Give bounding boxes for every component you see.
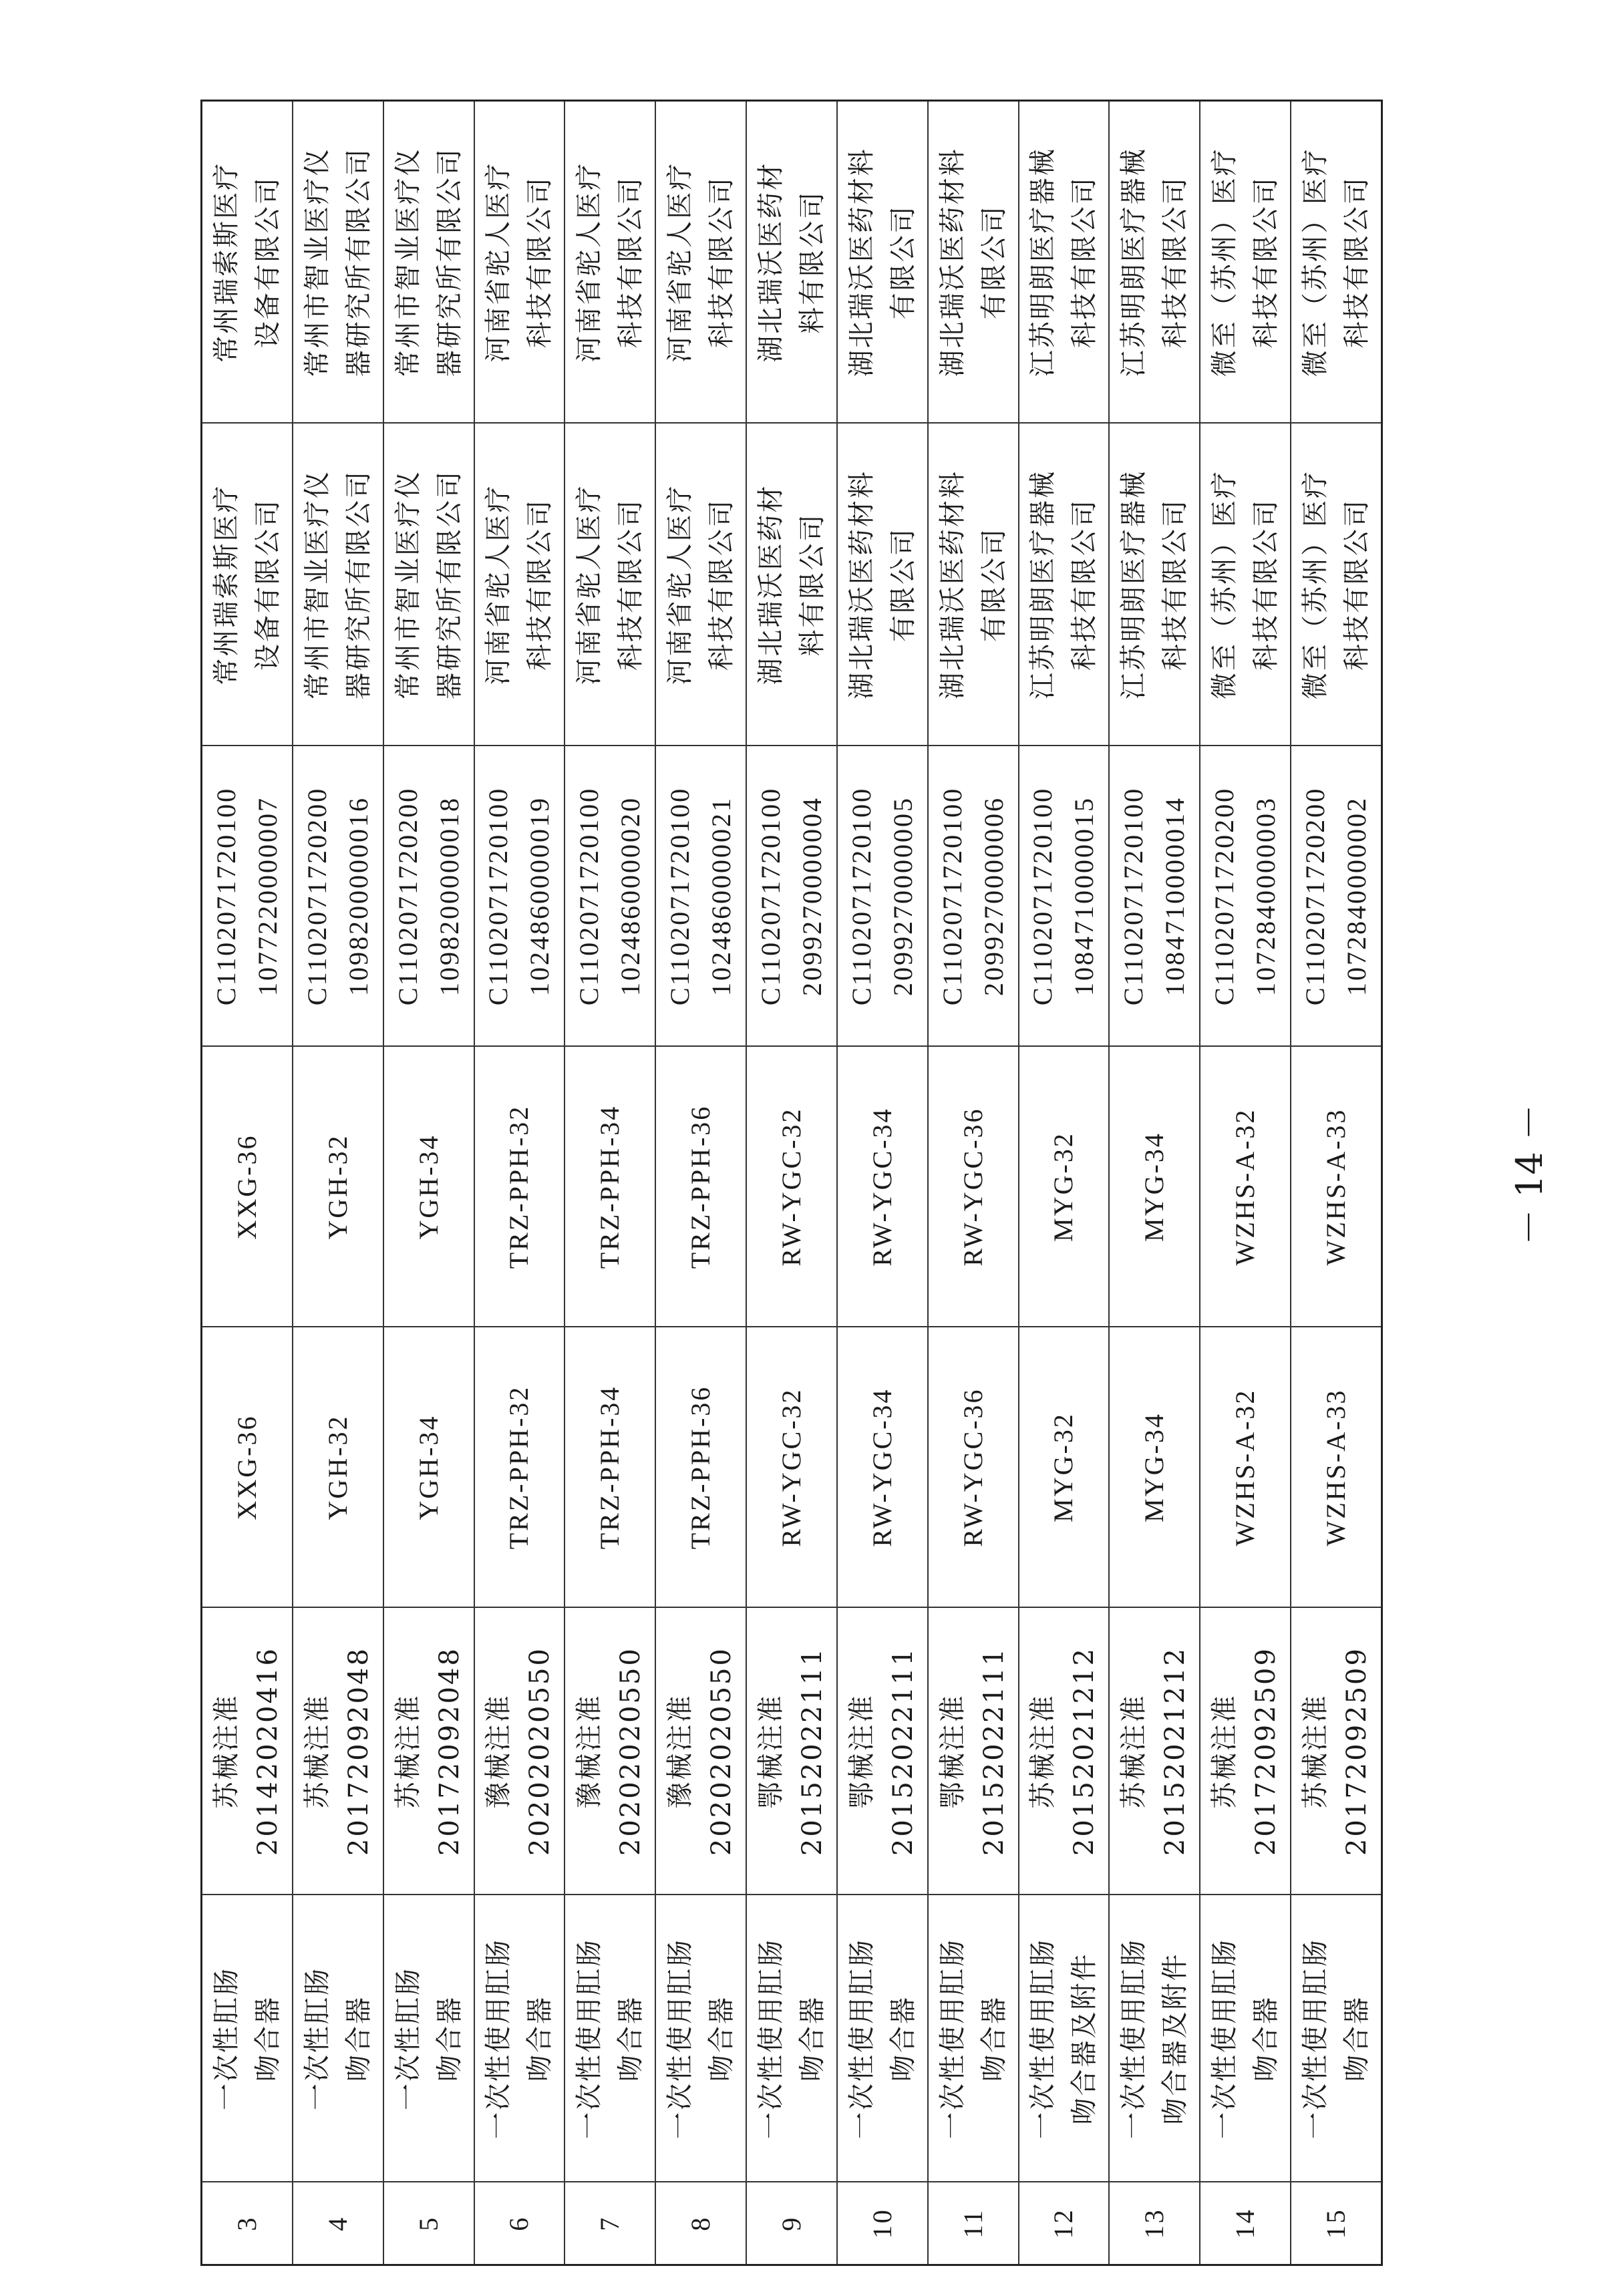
cell-line: 苏械注准: [1299, 1693, 1331, 1809]
cell-line: 器研究所有限公司: [434, 470, 465, 699]
product-name-cell: [1109, 1895, 1200, 2182]
product-name-cell: [383, 1895, 474, 2182]
model-cell: RW-YGC-36: [928, 1327, 1019, 1608]
cell-line: C1102071720100: [574, 786, 605, 1006]
product-code-cell: [474, 746, 565, 1047]
cell-line: 器研究所有限公司: [434, 147, 465, 377]
model-cell: WZHS-A-33: [1291, 1327, 1382, 1608]
cell-line: 一次性使用肛肠: [574, 1938, 605, 2139]
row-number-cell: 9: [746, 2182, 837, 2265]
table-row: [1291, 101, 1382, 2265]
cell-line: 20172092048: [434, 1647, 465, 1856]
cell-line: 苏械注准: [210, 1693, 242, 1809]
specification-cell: YGH-34: [383, 1047, 474, 1327]
product-name-cell: [474, 1895, 565, 2182]
cell-line: C1102071720100: [846, 786, 876, 1006]
cell-line: 吻合器: [524, 1995, 556, 2082]
row-number-cell: 12: [1019, 2182, 1110, 2265]
cell-line: 科技有限公司: [1069, 176, 1100, 349]
cell-line: 吻合器: [434, 1995, 465, 2082]
specification-cell: RW-YGC-34: [837, 1047, 928, 1327]
manufacturer-cell: [655, 101, 746, 424]
cell-line: 吻合器及附件: [1069, 1952, 1100, 2125]
cell-line: 豫械注准: [483, 1693, 514, 1809]
cell-line: 常州瑞索斯医疗: [210, 161, 242, 363]
cell-line: 苏械注准: [392, 1693, 424, 1809]
registration-number-cell: [655, 1608, 746, 1895]
cell-line: 湖北瑞沃医药材料: [937, 470, 968, 699]
cell-line: 河南省驼人医疗: [574, 484, 605, 685]
cell-line: C1102071720100: [483, 786, 514, 1006]
specification-cell: RW-YGC-32: [746, 1047, 837, 1327]
model-cell: TRZ-PPH-36: [655, 1327, 746, 1608]
row-number-cell: 13: [1109, 2182, 1200, 2265]
cell-line: 吻合器: [252, 1995, 283, 2082]
registration-number-cell: [1019, 1608, 1110, 1895]
registrant-cell: [1200, 424, 1291, 746]
cell-line: 河南省驼人医疗: [665, 484, 696, 685]
model-cell: RW-YGC-32: [746, 1327, 837, 1608]
specification-cell: WZHS-A-33: [1291, 1047, 1382, 1327]
cell-line: C1102071720100: [210, 786, 241, 1006]
model-cell: RW-YGC-34: [837, 1327, 928, 1608]
product-name-cell: [1200, 1895, 1291, 2182]
manufacturer-cell: [474, 101, 565, 424]
cell-line: 河南省驼人医疗: [483, 484, 514, 685]
registrant-cell: [293, 424, 383, 746]
registration-number-cell: [1200, 1608, 1291, 1895]
cell-line: 20172092509: [1251, 1647, 1282, 1856]
cell-line: 科技有限公司: [1160, 498, 1191, 671]
cell-line: 常州瑞索斯医疗: [210, 484, 242, 685]
cell-line: 有限公司: [887, 204, 919, 320]
row-number-cell: 5: [383, 2182, 474, 2265]
model-cell: MYG-34: [1109, 1327, 1200, 1608]
specification-cell: TRZ-PPH-34: [565, 1047, 655, 1327]
cell-line: 科技有限公司: [615, 498, 647, 671]
registration-table: [200, 100, 1383, 2266]
cell-line: 1072840000002: [1341, 796, 1372, 996]
cell-line: 吻合器: [343, 1995, 374, 2082]
product-name-cell: [1291, 1895, 1382, 2182]
registration-number-cell: [1109, 1608, 1200, 1895]
cell-line: 苏械注准: [1209, 1693, 1241, 1809]
product-code-cell: [1109, 746, 1200, 1047]
table-row: [1200, 101, 1291, 2265]
manufacturer-cell: [928, 101, 1019, 424]
cell-line: 1072840000003: [1251, 796, 1281, 996]
cell-line: 一次性使用肛肠: [1118, 1938, 1150, 2139]
registration-number-cell: [746, 1608, 837, 1895]
cell-line: 湖北瑞沃医药材: [755, 484, 786, 685]
cell-line: C1102071720200: [392, 786, 423, 1006]
cell-line: 20152021212: [1160, 1647, 1191, 1856]
cell-line: 科技有限公司: [706, 176, 738, 349]
product-code-cell: [565, 746, 655, 1047]
row-number-cell: 15: [1291, 2182, 1382, 2265]
cell-line: 20152021212: [1069, 1647, 1100, 1856]
cell-line: 湖北瑞沃医药材料: [846, 470, 877, 699]
cell-line: 鄂械注准: [846, 1693, 877, 1809]
registrant-cell: [746, 424, 837, 746]
manufacturer-cell: [202, 101, 293, 424]
table-row: [202, 101, 293, 2265]
registrant-cell: [655, 424, 746, 746]
product-code-cell: [293, 746, 383, 1047]
cell-line: 科技有限公司: [1251, 176, 1282, 349]
cell-line: 豫械注准: [574, 1693, 605, 1809]
cell-line: 料有限公司: [796, 512, 828, 657]
cell-line: 微至（苏州）医疗: [1209, 470, 1241, 699]
product-name-cell: [746, 1895, 837, 2182]
product-name-cell: [1019, 1895, 1110, 2182]
cell-line: 1024860000019: [524, 796, 555, 996]
cell-line: 一次性使用肛肠: [1027, 1938, 1059, 2139]
product-code-cell: [837, 746, 928, 1047]
specification-cell: XXG-36: [202, 1047, 293, 1327]
cell-line: 有限公司: [887, 527, 919, 642]
registrant-cell: [1109, 424, 1200, 746]
cell-line: 2099270000005: [887, 796, 918, 996]
cell-line: 1024860000021: [706, 796, 737, 996]
cell-line: 20152022111: [887, 1647, 919, 1856]
row-number-cell: 14: [1200, 2182, 1291, 2265]
cell-line: C1102071720100: [1118, 786, 1149, 1006]
registrant-cell: [1291, 424, 1382, 746]
cell-line: 河南省驼人医疗: [574, 161, 605, 363]
product-name-cell: [202, 1895, 293, 2182]
row-number-cell: 11: [928, 2182, 1019, 2265]
cell-line: 吻合器及附件: [1160, 1952, 1191, 2125]
specification-cell: MYG-34: [1109, 1047, 1200, 1327]
product-code-cell: [383, 746, 474, 1047]
table-body: [202, 101, 1382, 2265]
registrant-cell: [474, 424, 565, 746]
cell-line: 器研究所有限公司: [343, 147, 374, 377]
cell-line: 江苏明朗医疗器械: [1027, 470, 1059, 699]
specification-cell: MYG-32: [1019, 1047, 1110, 1327]
cell-line: 一次性肛肠: [210, 1967, 242, 2110]
registration-number-cell: [474, 1608, 565, 1895]
cell-line: 江苏明朗医疗器械: [1118, 147, 1150, 377]
table-row: [1019, 101, 1110, 2265]
cell-line: 吻合器: [978, 1995, 1009, 2082]
model-cell: YGH-34: [383, 1327, 474, 1608]
table-row: [565, 101, 655, 2265]
cell-line: 苏械注准: [1027, 1693, 1059, 1809]
cell-line: 常州市智业医疗仪: [301, 470, 333, 699]
registration-number-cell: [293, 1608, 383, 1895]
registrant-cell: [383, 424, 474, 746]
specification-cell: RW-YGC-36: [928, 1047, 1019, 1327]
registrant-cell: [1019, 424, 1110, 746]
specification-cell: TRZ-PPH-32: [474, 1047, 565, 1327]
cell-line: 吻合器: [706, 1995, 738, 2082]
manufacturer-cell: [1019, 101, 1110, 424]
cell-line: 20172092048: [343, 1647, 374, 1856]
cell-line: 吻合器: [796, 1995, 828, 2082]
table-row: [1109, 101, 1200, 2265]
cell-line: 20172092509: [1341, 1647, 1372, 1856]
cell-line: 一次性使用肛肠: [483, 1938, 514, 2139]
table-row: [928, 101, 1019, 2265]
row-number-cell: 6: [474, 2182, 565, 2265]
cell-line: 1084710000015: [1069, 796, 1100, 996]
cell-line: 1084710000014: [1160, 796, 1190, 996]
cell-line: C1102071720200: [1209, 786, 1240, 1006]
table-row: [655, 101, 746, 2265]
cell-line: 江苏明朗医疗器械: [1027, 147, 1059, 377]
manufacturer-cell: [837, 101, 928, 424]
model-cell: WZHS-A-32: [1200, 1327, 1291, 1608]
cell-line: 器研究所有限公司: [343, 470, 374, 699]
registrant-cell: [837, 424, 928, 746]
row-number-cell: 10: [837, 2182, 928, 2265]
registration-number-cell: [928, 1608, 1019, 1895]
cell-line: C1102071720100: [755, 786, 786, 1006]
cell-line: 科技有限公司: [1341, 176, 1372, 349]
cell-line: 科技有限公司: [615, 176, 647, 349]
product-name-cell: [655, 1895, 746, 2182]
model-cell: TRZ-PPH-32: [474, 1327, 565, 1608]
cell-line: 湖北瑞沃医药材料: [846, 147, 877, 377]
registrant-cell: [928, 424, 1019, 746]
cell-line: 一次性使用肛肠: [665, 1938, 696, 2139]
registrant-cell: [565, 424, 655, 746]
cell-line: 湖北瑞沃医药材: [755, 161, 786, 363]
cell-line: 一次性使用肛肠: [1209, 1938, 1241, 2139]
cell-line: 微至（苏州）医疗: [1299, 470, 1331, 699]
cell-line: 一次性肛肠: [301, 1967, 333, 2110]
cell-line: 科技有限公司: [524, 498, 556, 671]
cell-line: 苏械注准: [301, 1693, 333, 1809]
specification-cell: TRZ-PPH-36: [655, 1047, 746, 1327]
cell-line: 20152022111: [978, 1647, 1009, 1856]
table-row: [383, 101, 474, 2265]
cell-line: 设备有限公司: [252, 176, 283, 349]
registration-number-cell: [1291, 1608, 1382, 1895]
cell-line: 科技有限公司: [1341, 498, 1372, 671]
cell-line: 20142020416: [252, 1647, 283, 1856]
cell-line: 常州市智业医疗仪: [301, 147, 333, 377]
cell-line: 微至（苏州）医疗: [1299, 147, 1331, 377]
cell-line: 科技有限公司: [1160, 176, 1191, 349]
cell-line: 湖北瑞沃医药材料: [937, 147, 968, 377]
product-code-cell: [655, 746, 746, 1047]
registration-number-cell: [837, 1608, 928, 1895]
cell-line: 科技有限公司: [706, 498, 738, 671]
cell-line: 料有限公司: [796, 190, 828, 334]
cell-line: C1102071720100: [665, 786, 695, 1006]
cell-line: 设备有限公司: [252, 498, 283, 671]
product-name-cell: [928, 1895, 1019, 2182]
specification-cell: YGH-32: [293, 1047, 383, 1327]
cell-line: 吻合器: [1341, 1995, 1372, 2082]
cell-line: 鄂械注准: [755, 1693, 786, 1809]
cell-line: 河南省驼人医疗: [483, 161, 514, 363]
cell-line: 1098200000016: [343, 796, 373, 996]
cell-line: 江苏明朗医疗器械: [1118, 470, 1150, 699]
row-number-cell: 8: [655, 2182, 746, 2265]
table-row: [474, 101, 565, 2265]
model-cell: XXG-36: [202, 1327, 293, 1608]
row-number-cell: 3: [202, 2182, 293, 2265]
manufacturer-cell: [1291, 101, 1382, 424]
cell-line: 科技有限公司: [1069, 498, 1100, 671]
cell-line: 常州市智业医疗仪: [392, 147, 424, 377]
cell-line: 科技有限公司: [524, 176, 556, 349]
cell-line: 有限公司: [978, 527, 1009, 642]
model-cell: MYG-32: [1019, 1327, 1110, 1608]
cell-line: C1102071720100: [937, 786, 967, 1006]
cell-line: 20202020550: [615, 1647, 647, 1856]
registration-number-cell: [565, 1608, 655, 1895]
cell-line: C1102071720100: [1027, 786, 1058, 1006]
row-number-cell: 7: [565, 2182, 655, 2265]
registration-number-cell: [383, 1608, 474, 1895]
product-code-cell: [202, 746, 293, 1047]
cell-line: 微至（苏州）医疗: [1209, 147, 1241, 377]
cell-line: 苏械注准: [1118, 1693, 1150, 1809]
cell-line: 河南省驼人医疗: [665, 161, 696, 363]
cell-line: 1098200000018: [434, 796, 464, 996]
product-code-cell: [928, 746, 1019, 1047]
registration-number-cell: [202, 1608, 293, 1895]
manufacturer-cell: [1109, 101, 1200, 424]
product-name-cell: [837, 1895, 928, 2182]
cell-line: 1024860000020: [615, 796, 646, 996]
cell-line: 一次性使用肛肠: [937, 1938, 968, 2139]
cell-line: 一次性使用肛肠: [1299, 1938, 1331, 2139]
manufacturer-cell: [1200, 101, 1291, 424]
cell-line: 吻合器: [887, 1995, 919, 2082]
cell-line: 吻合器: [615, 1995, 647, 2082]
product-name-cell: [565, 1895, 655, 2182]
rotated-table-container: [200, 102, 1383, 2266]
manufacturer-cell: [565, 101, 655, 424]
specification-cell: WZHS-A-32: [1200, 1047, 1291, 1327]
cell-line: 一次性使用肛肠: [846, 1938, 877, 2139]
cell-line: 2099270000004: [796, 796, 827, 996]
product-code-cell: [746, 746, 837, 1047]
cell-line: 科技有限公司: [1251, 498, 1282, 671]
manufacturer-cell: [383, 101, 474, 424]
cell-line: C1102071720200: [1299, 786, 1330, 1006]
cell-line: 吻合器: [1251, 1995, 1282, 2082]
registrant-cell: [202, 424, 293, 746]
page-number: － 14 －: [1508, 1104, 1551, 1246]
table-row: [837, 101, 928, 2265]
cell-line: 豫械注准: [665, 1693, 696, 1809]
cell-line: 2099270000006: [978, 796, 1009, 996]
cell-line: C1102071720200: [301, 786, 332, 1006]
table-row: [293, 101, 383, 2265]
cell-line: 有限公司: [978, 204, 1009, 320]
row-number-cell: 4: [293, 2182, 383, 2265]
product-code-cell: [1291, 746, 1382, 1047]
cell-line: 20152022111: [796, 1647, 828, 1856]
cell-line: 1077220000007: [252, 796, 283, 996]
product-code-cell: [1019, 746, 1110, 1047]
table-row: [746, 101, 837, 2265]
cell-line: 常州市智业医疗仪: [392, 470, 424, 699]
cell-line: 20202020550: [706, 1647, 738, 1856]
manufacturer-cell: [746, 101, 837, 424]
cell-line: 鄂械注准: [937, 1693, 968, 1809]
cell-line: 一次性使用肛肠: [755, 1938, 786, 2139]
product-name-cell: [293, 1895, 383, 2182]
product-code-cell: [1200, 746, 1291, 1047]
manufacturer-cell: [293, 101, 383, 424]
cell-line: 一次性肛肠: [392, 1967, 424, 2110]
model-cell: YGH-32: [293, 1327, 383, 1608]
cell-line: 20202020550: [524, 1647, 556, 1856]
model-cell: TRZ-PPH-34: [565, 1327, 655, 1608]
